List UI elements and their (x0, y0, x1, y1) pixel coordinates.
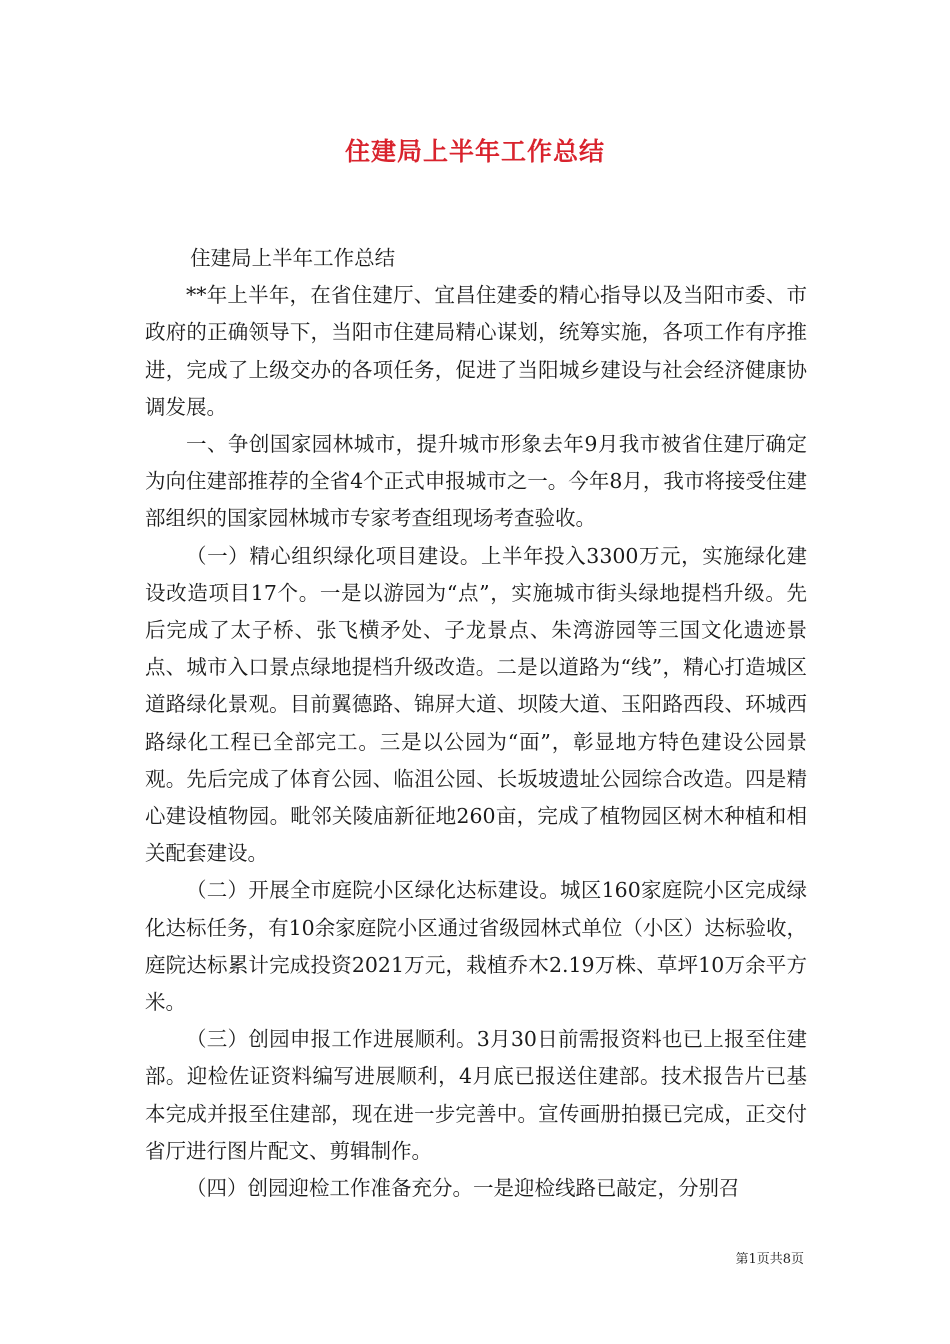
document-title: 住建局上半年工作总结 (344, 137, 605, 166)
paragraph-item-3: （三）创园申报工作进展顺利。3月30日前需报资料也已上报至住建部。迎检佐证资料编写进展顺利，4月底已报送住建部。技术报告片已基本完成并报至住建部，现在进一步完善中。宣传画册拍摄已完成，正交付省厅进行图片配文、剪辑制作。 (145, 1027, 807, 1163)
paragraph-subtitle: 住建局上半年工作总结 (190, 246, 396, 270)
document-body (145, 240, 807, 1207)
paragraph-intro: **年上半年，在省住建厅、宜昌住建委的精心指导以及当阳市委、市政府的正确领导下，当阳市住建局精心谋划，统筹实施，各项工作有序推进，完成了上级交办的各项任务，促进了当阳城乡建设与社会经济健康协调发展。 (145, 283, 807, 419)
paragraph-section-1: 一、争创国家园林城市，提升城市形象去年9月我市被省住建厅确定为向住建部推荐的全省4个正式申报城市之一。今年8月，我市将接受住建部组织的国家园林城市专家考查组现场考查验收。 (145, 432, 807, 531)
paragraph-item-1: （一）精心组织绿化项目建设。上半年投入3300万元，实施绿化建设改造项目17个。一是以游园为“点”，实施城市街头绿地提档升级。先后完成了太子桥、张飞横矛处、子龙景点、朱湾游园等三国文化遗迹景点、城市入口景点绿地提档升级改造。二是以道路为“线”，精心打造城区道路绿化景观。目前翼德路、锦屏大道、坝陵大道、玉阳路西段、环城西路绿化工程已全部完工。三是以公园为“面”，彰显地方特色建设公园景观。先后完成了体育公园、临沮公园、长坂坡遗址公园综合改造。四是精心建设植物园。毗邻关陵庙新征地260亩，完成了植物园区树木种植和相关配套建设。 (145, 543, 807, 866)
page-number: 第1页共8页 (735, 1252, 804, 1267)
paragraph-item-4: （四）创园迎检工作准备充分。一是迎检线路已敲定，分别召 (186, 1176, 740, 1201)
paragraph-item-2: （二）开展全市庭院小区绿化达标建设。城区160家庭院小区完成绿化达标任务，有10余家庭院小区通过省级园林式单位（小区）达标验收，庭院达标累计完成投资2021万元，栽植乔木2.19万株、草坪10万余平方米。 (145, 878, 807, 1015)
